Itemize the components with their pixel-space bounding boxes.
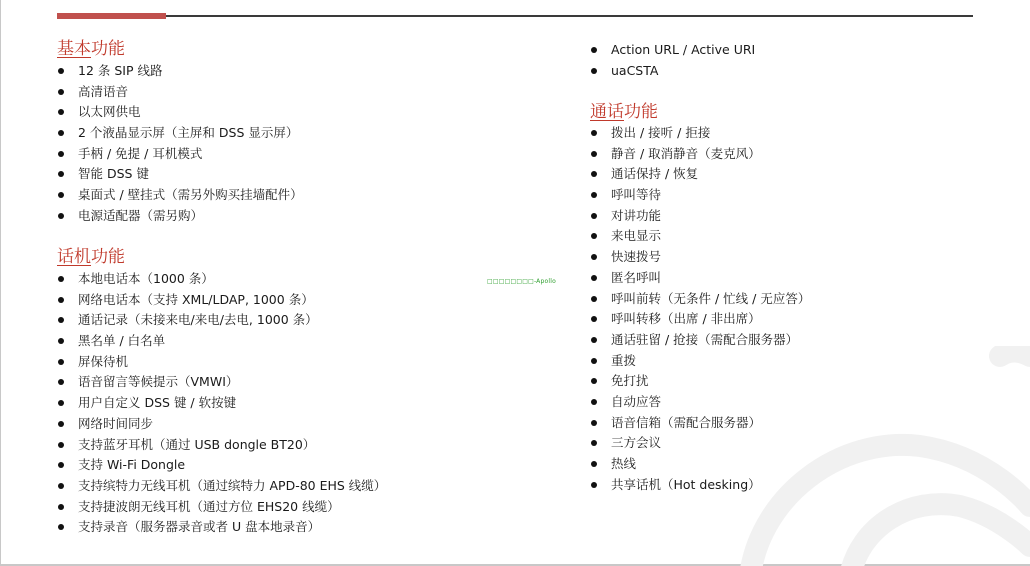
bullet-icon [591, 337, 597, 343]
list-item-text: 支持 Wi-Fi Dongle [78, 457, 186, 473]
list-item-text: 三方会议 [611, 435, 662, 451]
bullet-icon [58, 462, 64, 468]
bullet-icon [58, 151, 64, 157]
bullet-icon [591, 296, 597, 302]
list-item [590, 454, 810, 475]
list-item [57, 331, 386, 352]
list-item [57, 435, 386, 456]
bullet-icon [591, 420, 597, 426]
bullet-icon [591, 130, 597, 136]
list-item [57, 372, 386, 393]
list-item [590, 247, 810, 268]
list-item [590, 61, 755, 82]
list-item-text: 支持缤特力无线耳机（通过缤特力 APD-80 EHS 线缆） [78, 477, 387, 493]
bullet-icon [591, 378, 597, 384]
bullet-icon [58, 421, 64, 427]
top-rule [57, 15, 973, 17]
list-item [590, 144, 810, 165]
list-item-text: 2 个液晶显示屏（主屏和 DSS 显示屏） [78, 125, 299, 141]
bullet-icon [591, 358, 597, 364]
list-item-text: 通话驻留 / 抢接（需配合服务器） [611, 331, 799, 347]
heading-rest: 功能 [91, 39, 125, 59]
top-rule-accent [57, 13, 166, 19]
frame-left-border [0, 0, 1, 566]
list-item [590, 226, 810, 247]
list-item [590, 123, 810, 144]
list-item [590, 371, 810, 392]
extra-functions-list [590, 40, 755, 81]
list-item [57, 144, 303, 165]
list-item [57, 414, 386, 435]
list-item [590, 433, 810, 454]
list-item-text: 电源适配器（需另购） [78, 207, 204, 223]
list-item [57, 269, 386, 290]
list-item-text: 热线 [611, 456, 637, 471]
bullet-icon [591, 213, 597, 219]
bullet-icon [591, 151, 597, 157]
list-item [57, 352, 386, 373]
list-item-text: 快速拨号 [611, 249, 662, 265]
phone-functions-heading [57, 247, 125, 267]
list-item [590, 351, 810, 372]
list-item-text: 高清语音 [78, 83, 129, 99]
list-item-text: 网络电话本（支持 XML/LDAP, 1000 条） [78, 291, 314, 307]
list-item-text: 以太网供电 [78, 104, 141, 120]
list-item-text: 支持蓝牙耳机（通过 USB dongle BT20） [78, 436, 316, 452]
bullet-icon [591, 482, 597, 488]
bullet-icon [58, 400, 64, 406]
list-item-text: 支持捷波朗无线耳机（通过方位 EHS20 线缆） [78, 498, 340, 514]
list-item-text: 桌面式 / 壁挂式（需另外购买挂墙配件） [78, 187, 303, 203]
basic-functions-list [57, 61, 303, 227]
list-item-text: 语音信箱（需配合服务器） [611, 414, 762, 430]
bullet-icon [591, 47, 597, 53]
bullet-icon [58, 276, 64, 282]
bullet-icon [591, 275, 597, 281]
bullet-icon [58, 359, 64, 365]
list-item-text: 匿名呼叫 [611, 269, 662, 285]
list-item [57, 310, 386, 331]
list-item-text: 用户自定义 DSS 键 / 软按键 [78, 395, 237, 411]
list-item [57, 517, 386, 538]
heading-first: 话机 [57, 247, 91, 267]
list-item-text: 对讲功能 [611, 207, 662, 223]
list-item [590, 268, 810, 289]
bullet-icon [58, 504, 64, 510]
bullet-icon [58, 317, 64, 323]
list-item [57, 393, 386, 414]
list-item [57, 185, 303, 206]
list-item-text: 免打扰 [611, 373, 649, 389]
heading-rest: 功能 [624, 102, 658, 122]
list-item [57, 455, 386, 476]
bullet-icon [591, 461, 597, 467]
bullet-icon [591, 171, 597, 177]
list-item-text: uaCSTA [611, 62, 659, 78]
bullet-icon [591, 68, 597, 74]
bullet-icon [58, 109, 64, 115]
list-item-text: 语音留言等候提示（VMWI） [78, 374, 239, 390]
list-item [590, 164, 810, 185]
bullet-icon [58, 68, 64, 74]
call-functions-list [590, 123, 810, 495]
list-item-text: 网络时间同步 [78, 415, 154, 431]
call-functions-heading [590, 102, 658, 122]
bullet-icon [58, 213, 64, 219]
bullet-icon [58, 379, 64, 385]
bullet-icon [591, 316, 597, 322]
phone-functions-list [57, 269, 386, 538]
heading-first: 基本 [57, 39, 91, 59]
list-item-text: 自动应答 [611, 393, 662, 409]
list-item [590, 413, 810, 434]
list-item [57, 123, 303, 144]
bullet-icon [591, 399, 597, 405]
bullet-icon [591, 440, 597, 446]
bullet-icon [591, 233, 597, 239]
bullet-icon [591, 192, 597, 198]
list-item [590, 40, 755, 61]
bullet-icon [58, 130, 64, 136]
list-item [57, 497, 386, 518]
list-item [57, 82, 303, 103]
list-item-text: 12 条 SIP 线路 [78, 63, 163, 78]
list-item [590, 392, 810, 413]
heading-rest: 功能 [91, 247, 125, 267]
list-item-text: 呼叫转移（出席 / 非出席） [611, 311, 761, 327]
list-item [57, 61, 303, 82]
list-item-text: 通话记录（未接来电/来电/去电, 1000 条） [78, 312, 318, 328]
list-item-text: 来电显示 [611, 228, 662, 244]
bullet-icon [58, 338, 64, 344]
list-item-text: 重拨 [611, 352, 637, 368]
bullet-icon [58, 171, 64, 177]
bullet-icon [58, 192, 64, 198]
bullet-icon [58, 89, 64, 95]
heading-first: 通话 [590, 102, 624, 122]
list-item [590, 185, 810, 206]
list-item-text: 支持录音（服务器录音或者 U 盘本地录音） [78, 519, 321, 535]
list-item-text: 屏保待机 [78, 353, 129, 369]
list-item-text: 智能 DSS 键 [78, 166, 149, 182]
bullet-icon [58, 442, 64, 448]
list-item [57, 164, 303, 185]
list-item [57, 102, 303, 123]
list-item-text: 呼叫等待 [611, 187, 662, 203]
bullet-icon [58, 524, 64, 530]
bullet-icon [58, 483, 64, 489]
list-item [590, 330, 810, 351]
list-item-text: 共享话机（Hot desking） [611, 476, 761, 492]
list-item-text: 黑名单 / 白名单 [78, 333, 166, 349]
list-item [590, 475, 810, 496]
list-item-text: 静音 / 取消静音（麦克风） [611, 145, 761, 161]
bullet-icon [58, 297, 64, 303]
list-item-text: 呼叫前转（无条件 / 忙线 / 无应答） [611, 290, 811, 306]
list-item-text: 通话保持 / 恢复 [611, 166, 699, 182]
list-item [57, 476, 386, 497]
list-item-text: 拨出 / 接听 / 拒接 [611, 125, 711, 140]
list-item [590, 289, 810, 310]
basic-functions-heading [57, 39, 125, 59]
list-item [590, 206, 810, 227]
list-item [57, 290, 386, 311]
list-item-text: 手柄 / 免提 / 耳机模式 [78, 145, 203, 161]
watermark-text: □□□□□□□□-Apollo [487, 278, 556, 285]
list-item [590, 309, 810, 330]
list-item-text: Action URL / Active URI [611, 42, 756, 57]
list-item [57, 206, 303, 227]
list-item-text: 本地电话本（1000 条） [78, 271, 214, 286]
bullet-icon [591, 254, 597, 260]
